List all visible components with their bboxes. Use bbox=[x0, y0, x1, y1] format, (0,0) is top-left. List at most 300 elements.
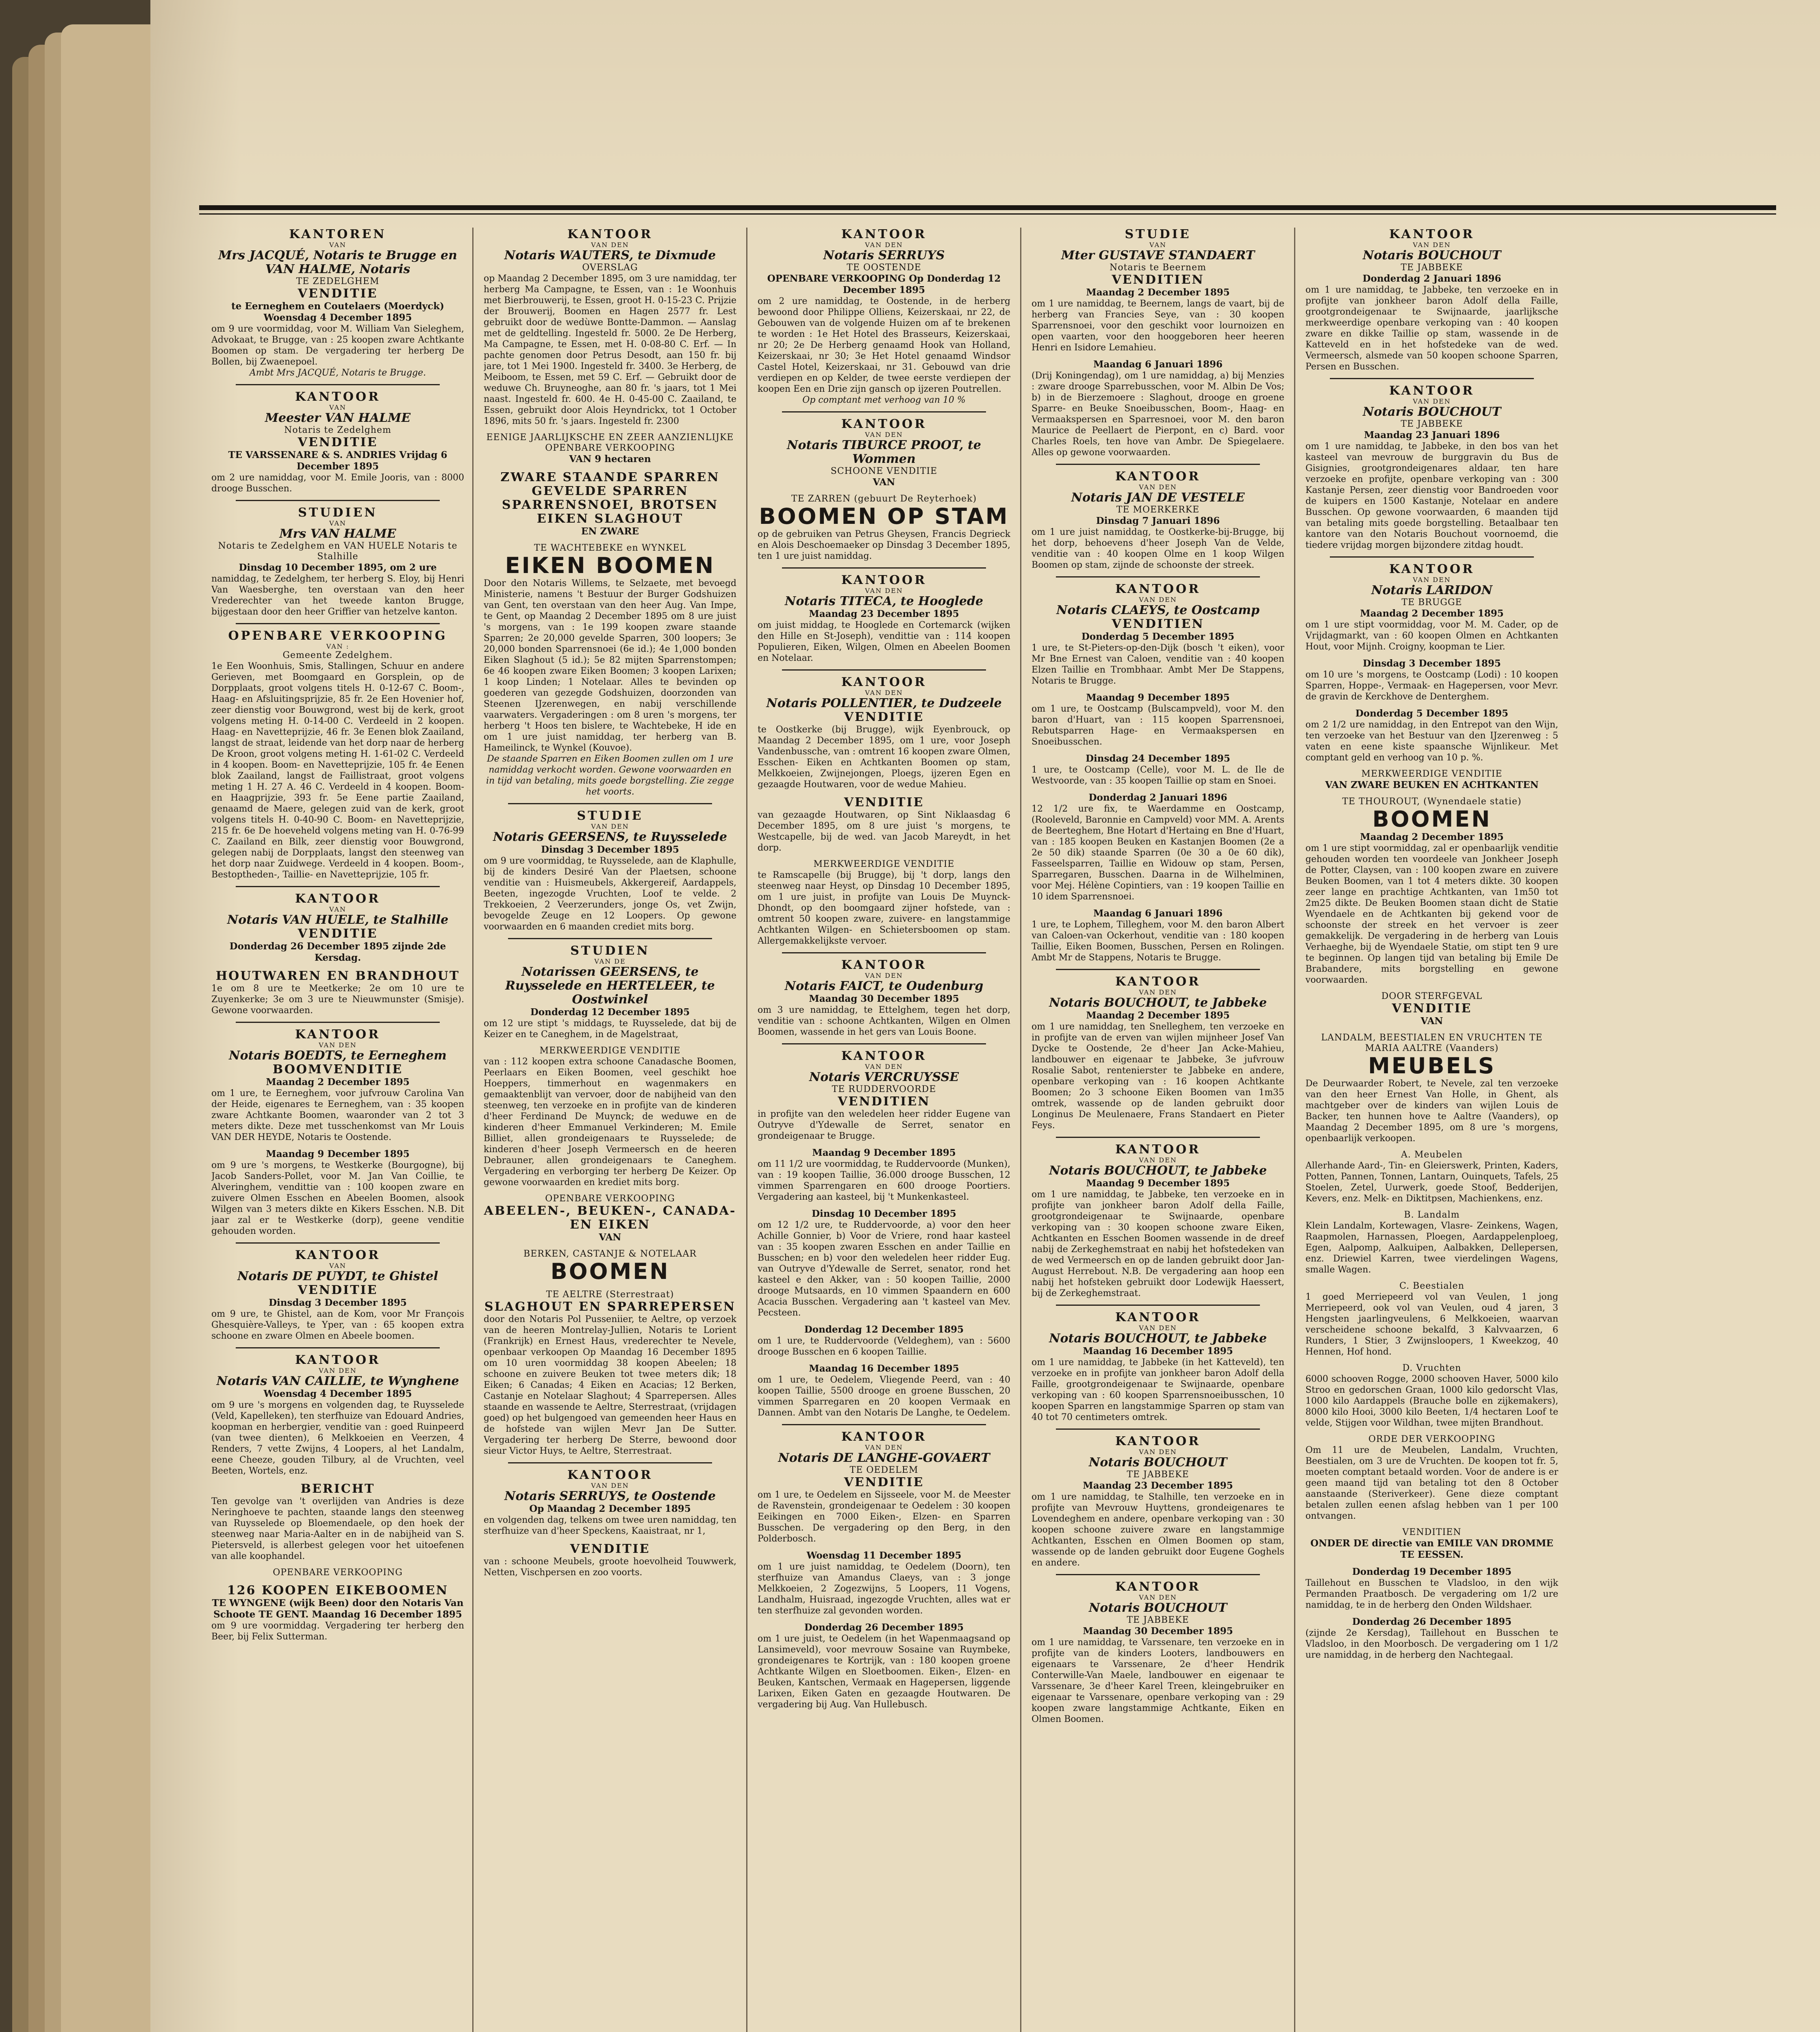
notice-date: VAN bbox=[873, 477, 895, 488]
notice-body: om 1 ure namiddag, ten Snelleghem, ten verzoeke en in profijte van de erven van wijlen mijnheer Josef Van Dycke te Oostende, 2e d'heer Jan Acke-Mahieu, landbouwer en eigenaar te Jabbeke, 3e jufvrouw Rosalie Sabot, rentenierster te Jabbeke en andere, openbare verkoping van : 16 koopen Achtkante Boomen; 2o 3 schoone Eiken Boomen van 1m35 omtrek, wassende op de landen gebruikt door Longinus De Meulenaere, Frans Standaert en Pieter Feys. bbox=[1032, 1022, 1284, 1131]
notice-body: om 9 ure voormiddag, te Ruysselede, aan de Klaphulle, bij de kinders Desiré Van der Plaetsen, schoone venditie van : Huismeubels, Akkergereif, Aardappels, Beeten, ingezogde Vruchten, Loof te velde. 2 Trekkoeien, 2 Veerzerunders, jonge Os, vet Zwijn, bevogelde Zeuge en 12 Loopers. Op gewone voorwaarden en 6 maanden crediet mits borg. bbox=[484, 856, 736, 932]
notice-closing: De staande Sparren en Eiken Boomen zullen om 1 ure namiddag verkocht worden. Gewone voorwaarden en in tijd van betaling, mits goede borgstelling. Zie zegge het voorts. bbox=[486, 754, 734, 797]
notice-date: Dinsdag 7 Januari 1896 bbox=[1096, 515, 1220, 526]
notice-van: VAN DEN bbox=[1139, 988, 1177, 996]
notice-body: van : 112 koopen extra schoone Canadasche Boomen, Peerlaars en Eiken Boomen, veel geschikt hoe Hoeppers, timmerhout en wagenmakers en gemaaktenblijt van vervoer, door de nabijheid van den steenweg, ten verzoeke en in profijte van de kinderen d'heer Ferdinand De Muynck; de weduwe en de kinderen d'heer Emmanuel Verkinderen; M. Emile Billiet, allen grondeigenaars te Ruysselede; de kinderen d'heer Joseph Vermeersch en de heeren Debrauner, allen grondeigenaars te Caneghem. Vergadering en verborging ter herberg De Keizer. Op gewone voorwaarden en krediet mits borg. bbox=[484, 1057, 736, 1188]
notice bbox=[1305, 1566, 1558, 1611]
column-2 bbox=[484, 228, 736, 2032]
notice bbox=[758, 1208, 1010, 1318]
notice-heading: KANTOOR bbox=[1115, 1310, 1201, 1324]
notice-heading: KANTOOR bbox=[841, 1430, 927, 1444]
notice-heading: STUDIE bbox=[577, 809, 643, 823]
notice-divider bbox=[1330, 378, 1534, 379]
notice-body: om 1 ure, te Oedelem, Vliegende Peerd, van : 40 koopen Taillie, 5500 drooge en groene Busschen, 20 vimmen Sparregaren en 20 koopen Vermaak en Dannen. Ambt van den Notaris De Langhe, te Oedelem. bbox=[758, 1375, 1010, 1418]
notice-body: om 12 1/2 ure, te Ruddervoorde, a) voor den heer Achille Gonnier, b) Voor de Vriere, rond haar kasteel van : 35 koopen zwaren Esschen en ander Taillie en Busschen; en b) voor den weledelen heer ridder Eug. van Outryve d'Ydewalle de Serret, senator, rond het kasteel e den Akker, van : 50 koopen Taillie, 2000 drooge Mutsaards, en 10 vimmen Spaandern en 600 Acacia Busschen. Vergadering aan 't kasteel van Mev. Pecsteen. bbox=[758, 1220, 1010, 1318]
notice bbox=[484, 228, 736, 427]
notice-title: HOUTWAREN EN BRANDHOUT bbox=[215, 969, 460, 983]
notice-subheading: ORDE DER VERKOOPING bbox=[1368, 1434, 1496, 1444]
notice-van: VAN DEN bbox=[1139, 1324, 1177, 1332]
notice bbox=[1305, 384, 1558, 551]
notice-title: MEUBELS bbox=[1368, 1053, 1496, 1079]
notice-heading: KANTOOR bbox=[841, 675, 927, 689]
notice-date: TE VARSSENARE & S. ANDRIES Vrijdag 6 December 1895 bbox=[228, 449, 447, 472]
notice-subheading: TE ZEDELGHEM bbox=[296, 276, 380, 287]
notice-divider bbox=[236, 886, 440, 887]
notice-subheading: EENIGE JAARLIJKSCHE EN ZEER AANZIENLIJKE OPENBARE VERKOOPING bbox=[486, 432, 734, 453]
notary-name: Notaris BOUCHOUT bbox=[1362, 405, 1501, 419]
notice bbox=[1032, 975, 1284, 1131]
notice-body: te Ramscapelle (bij Brugge), bij 't dorp, langs den steenweg naar Heyst, op Dinsdag 10 December 1895, om 1 ure juist, in profijte van Louis De Muynck-Dhondt, op den boomgaard zijner hofstede, van : omtrent 50 koopen zware, zuivere- en langstammige Achtkanten Wilgen- en Schietersboomen op stam. Allergemakkelijkste vervoer. bbox=[758, 870, 1010, 946]
notice-van: VAN DEN bbox=[591, 1482, 629, 1489]
notice-van: VAN DEN bbox=[1139, 1448, 1177, 1456]
notary-name: Notaris TIBURCE PROOT, te Wommen bbox=[787, 438, 981, 466]
notice-subheading: TE BRUGGE bbox=[1401, 597, 1462, 608]
notice-subheading: TE MOERKERKE bbox=[1116, 505, 1200, 515]
notice-date: Dinsdag 3 December 1895 bbox=[541, 844, 679, 855]
notice-subheading: TE RUDDERVOORDE bbox=[832, 1084, 936, 1094]
notice-subheading: TE JABBEKE bbox=[1127, 1615, 1189, 1625]
notice-van: VAN DEN bbox=[1139, 1156, 1177, 1164]
notice-van: VAN bbox=[329, 404, 347, 411]
notice bbox=[1305, 797, 1558, 986]
notice-date: ONDER DE directie van EMILE VAN DROMME TE EESSEN. bbox=[1310, 1538, 1553, 1560]
notice-date: Maandag 2 December 1895 bbox=[1360, 831, 1504, 842]
notice-body: om 1 ure namiddag, te Jabbeke, ten verzoeke en in profijte van jonkheer baron Adolf della Faille, grootgrondeigenaar te Swijnaarde, jaarlijksche merkweerdige openbare verkoping van : 40 koopen zware en dikke Taillie op stam, wassende in de Katteveld en in het hofstedeke van de wed. Vermeersch, alsmede van 50 koopen schoone Sparren, Persen en Busschen. bbox=[1305, 285, 1558, 372]
notice-body: Ten gevolge van 't overlijden van Andries is deze Neringhoeve te pachten, staande langs den steenweg van Ruysselede op Bloemendaele, op den hoek der steenweg naar Maria-Aalter en in de nabijheid van S. Pietersveld, is allerbest gelegen voor het uitoefenen van alle koophandel. bbox=[211, 1496, 464, 1561]
notice-body: om 9 ure 's morgens en volgenden dag, te Ruysselede (Veld, Kapelleken), ten sterfhuize van Edouard Andries, koopman en herbergier, venditie van : goed Ruinpeerd (van twee dienten), 6 Melkkoeien en Veerzen, 4 Renders, 7 vette Zwijns, 4 Loopers, al het Landalm, eene Cheeze, gouden Tilbury, al de Vruchten, veel Beeten, Wortels, enz. bbox=[211, 1400, 464, 1476]
notice bbox=[1305, 1033, 1558, 1144]
notice-van: VAN DEN bbox=[1139, 483, 1177, 491]
notice bbox=[1032, 582, 1284, 686]
notice-date: Maandag 30 December 1895 bbox=[809, 993, 959, 1004]
notice-date: Maandag 6 Januari 1896 bbox=[1093, 908, 1223, 919]
notice bbox=[211, 506, 464, 617]
notice bbox=[1032, 470, 1284, 571]
notice-subheading: SCHOONE VENDITIE bbox=[830, 466, 938, 476]
notary-name: Notaris BOUCHOUT bbox=[1088, 1601, 1227, 1615]
notice-divider bbox=[782, 567, 986, 569]
notice bbox=[1032, 792, 1284, 902]
notice-subheading: Notaris te Zedelghem bbox=[284, 425, 391, 435]
notice bbox=[1305, 1527, 1558, 1561]
notice-body: van : schoone Meubels, groote hoevolheid Touwwerk, Netten, Vischpersen en zoo voorts. bbox=[484, 1557, 736, 1578]
notice-heading: KANTOOR bbox=[1115, 1142, 1201, 1157]
notice bbox=[211, 892, 464, 964]
notice-date: Maandag 16 December 1895 bbox=[809, 1363, 959, 1374]
top-rule bbox=[199, 205, 1776, 210]
notice bbox=[758, 1622, 1010, 1710]
notary-name: Notaris BOEDTS, te Eerneghem bbox=[229, 1049, 447, 1063]
notice-divider bbox=[236, 1242, 440, 1244]
notary-name: Notaris LARIDON bbox=[1371, 583, 1493, 597]
notary-name: Meester VAN HALME bbox=[265, 411, 411, 425]
notice bbox=[1032, 692, 1284, 747]
notice-body: 6000 schooven Rogge, 2000 schooven Haver, 5000 kilo Stroo en gedorschen Graan, 1000 kilo gedorscht Vlas, 1000 kilo Aardappels (Brauche bolle en zijkemakers), 8000 kilo Hooi, 3000 kilo Beeten, 1/4 hectaren Loof te velde, Stijgen voor Wildhan, twee mijten Brandhout. bbox=[1305, 1374, 1558, 1428]
notice-divider bbox=[1056, 1574, 1260, 1575]
notice-divider bbox=[236, 384, 440, 385]
notice-divider bbox=[782, 1424, 986, 1425]
notice bbox=[1305, 1281, 1558, 1357]
notice-title: BOOMVENDITIE bbox=[272, 1062, 403, 1077]
notice-body: om 3 ure namiddag, te Ettelghem, tegen het dorp, venditie van : schoone Achtkanten, Wilgen en Olmen Boomen, wassende in het gers van Louis Boone. bbox=[758, 1005, 1010, 1037]
notice bbox=[1305, 228, 1558, 372]
notice bbox=[1032, 753, 1284, 786]
notice-date: Maandag 16 December 1895 bbox=[1083, 1346, 1233, 1357]
column-5 bbox=[1305, 228, 1558, 2032]
notice-van: VAN DEN bbox=[1413, 397, 1451, 405]
notary-name: Mrs VAN HALME bbox=[279, 527, 396, 541]
notice-title: VENDITIE bbox=[298, 1283, 378, 1297]
notice-divider bbox=[236, 623, 440, 624]
notice bbox=[1305, 708, 1558, 763]
notice-van: VAN bbox=[329, 905, 347, 913]
notice bbox=[211, 390, 464, 494]
notice-title: VENDITIE bbox=[844, 795, 924, 810]
notice bbox=[484, 543, 736, 797]
notice-body: om 12 ure stipt 's middags, te Ruysselede, dat bij de Keizer en te Caneghem, in de Magelstraat, bbox=[484, 1018, 736, 1040]
notice-body: namiddag, te Zedelghem, ter herberg S. Eloy, bij Henri Van Waesberghe, ten overstaan van den heer Vrederechter van het tweede kanton Brugge, bijgestaan door den heer Griffier van hetzelve kanton. bbox=[211, 574, 464, 617]
notary-name: Notaris BOUCHOUT, te Jabbeke bbox=[1049, 1331, 1267, 1346]
notice-body: om 1 ure, te Oedelem en Sijsseele, voor M. de Meester de Ravenstein, grondeigenaar te Oedelem : 30 koopen Eeikingen en 7000 Eiken-, Elzen- en Sparren Busschen. De vergadering op den Berg, in den Polderbosch. bbox=[758, 1490, 1010, 1544]
notice-van: VAN DEN bbox=[865, 1444, 903, 1451]
column-separator bbox=[472, 228, 473, 2032]
notice-divider bbox=[236, 1347, 440, 1348]
notice-van: VAN DEN bbox=[319, 1041, 357, 1049]
notice-date: Maandag 30 December 1895 bbox=[1083, 1626, 1233, 1637]
notice bbox=[758, 1324, 1010, 1357]
notice-heading: KANTOOR bbox=[841, 228, 927, 241]
notice-subheading: MERKWEERDIGE VENDITIE bbox=[813, 859, 955, 869]
notice-date: Donderdag 26 December 1895 bbox=[804, 1622, 964, 1633]
notice-date: VAN bbox=[599, 1232, 621, 1243]
notice-body: De Deurwaarder Robert, te Nevele, zal ten verzoeke van den heer Ernest Van Holle, in Ghent, als machtgeber over de kinders van wijlen Louis de Backer, ten hunnen hove te Aaltre (Vaanders), op Maandag 2 December 1895, om 8 ure 's morgens, openbaarlijk verkoopen. bbox=[1305, 1079, 1558, 1144]
notice-body: om 11 1/2 ure voormiddag, te Ruddervoorde (Munken), van : 19 koopen Taillie, 36.000 drooge Busschen, 12 vimmen Sparrengaren en 600 drooge Poortiers. Vergadering aan kasteel, bij 't Munkenkasteel. bbox=[758, 1159, 1010, 1202]
notice-body: Allerhande Aard-, Tin- en Gleierswerk, Printen, Kaders, Potten, Pannen, Tonnen, Lantarn, Ouinquets, Tafels, 25 Stoelen, Zetel, Uurwerk, goede Stoof, Bedderijen, Kevers, enz. Melk- en Diktitpsen, Machienkens, enz. bbox=[1305, 1161, 1558, 1204]
notice-body: Door den Notaris Willems, te Selzaete, met bevoegd Ministerie, namens 't Bestuur der Burger Godshuizen van Gent, ten overstaan van den heer Aug. Van Impe, te Gent, op Maandag 2 December 1895 om 8 ure juist 's morgens, van : 1e 199 koopen zware staande Sparren; 2e 20,000 gevelde Sparren, 300 loopers; 3e 20,000 bonden Sparrensnoei (6e id.); 4e 1,000 bonden Eiken Slaghout (5 id.); 5e 82 mijten Sparrenstompen; 6e 46 koopen zware Eiken Boomen; 3 koopen Larixen; 1 koop Linden; 1 Notelaar. Alles te bevinden op goederen van gezegde Godshuizen, doorzonden van Steenen IJzerenwegen, en nabij verschillende vaarwaters. Vergaderingen : om 8 uren 's morgens, ter herberg 't Hoos ten bislere, te Wachtebeke, H ide en om 1 ure juist namiddag, ter herberg van B. Hameilinck, te Wynkel (Kouvoe). bbox=[484, 578, 736, 753]
notice bbox=[1032, 228, 1284, 353]
notice-divider bbox=[508, 1462, 712, 1463]
notice-body: (Drij Koningendag), om 1 ure namiddag, a) bij Menzies : zware drooge Sparrebusschen, voor M. Albin De Vos; b) in de Bierzemoere : Slaghout, drooge en groene Sparre- en Beuke Snoeibusschen, Boom-, Haag- en Vermaakspersen en Sparresnoei, voor M. den baron Maurice de Peellaert de Pierpont, en c) Bard. voor Charles Roels, ten hove van Ambr. De Spiegelaere. Alles op gewone voorwaarden. bbox=[1032, 371, 1284, 458]
notice-van: VAN DEN bbox=[865, 972, 903, 979]
notice bbox=[484, 1468, 736, 1537]
notice-title: EIKEN BOOMEN bbox=[505, 553, 715, 578]
notice bbox=[1032, 1580, 1284, 1725]
notice bbox=[211, 1584, 464, 1642]
notice-title: BOOMEN OP STAM bbox=[759, 504, 1009, 529]
notice-van: VAN DEN bbox=[319, 1367, 357, 1374]
notice-date: Donderdag 5 December 1895 bbox=[1081, 631, 1235, 642]
notice bbox=[1305, 991, 1558, 1027]
notice bbox=[1305, 1434, 1558, 1522]
notice-heading: KANTOOR bbox=[567, 228, 653, 241]
notice-body: om 2 ure namiddag, voor M. Emile Jooris, van : 8000 drooge Busschen. bbox=[211, 473, 464, 494]
notice-heading: OPENBARE VERKOOPING bbox=[228, 629, 447, 643]
notice bbox=[484, 1046, 736, 1188]
notice-heading: KANTOOR bbox=[1389, 228, 1475, 241]
notice-subheading: OVERSLAG bbox=[582, 263, 638, 273]
notice-heading: STUDIE bbox=[1125, 228, 1191, 241]
notice bbox=[758, 1147, 1010, 1203]
notice-body: 1 goed Merriepeerd vol van Veulen, 1 jong Merriepeerd, ook vol van Veulen, oud 4 jaren, 3 Hengsten jaarlingveulens, 6 Melkkoeien, waarvan verscheidene schoone bekalfd, 3 Kalvvaarzen, 6 Runders, 1 Stier, 3 Zwijnsloopers, 1 Kweekzog, 40 Hennen, Hof hond. bbox=[1305, 1292, 1558, 1357]
notice-date: te Eerneghem en Coutelaers (Moerdyck) Woensdag 4 December 1895 bbox=[231, 301, 444, 323]
notice-date: Dinsdag 3 December 1895 bbox=[1363, 658, 1501, 669]
notice bbox=[758, 228, 1010, 406]
notice-subheading: B. Landalm bbox=[1404, 1210, 1460, 1220]
notice-body: om 1 ure, te Oostcamp (Bulscampveld), voor M. den baron d'Huart, van : 115 koopen Sparrensnoei, Rebutsparren Hage- en Vermaakspersen en Snoeibusschen. bbox=[1032, 704, 1284, 747]
notice-title: VENDITIEN bbox=[838, 1094, 930, 1109]
notice-van: VAN DEN bbox=[591, 823, 629, 830]
notice-heading: KANTOOR bbox=[567, 1468, 653, 1482]
notice-closing: Op comptant met verhoog van 10 % bbox=[802, 395, 966, 405]
notice-body: om 1 ure juist, te Oedelem (in het Wapenmaagsand op Lansimeveld), voor mevrouw Sosaine van Ruymbeke, grondeigenares te Kortrijk, van : 180 koopen groene Achtkante Wilgen en Sloetboomen. Eiken-, Elzen- en Beuken, Kantschen, Vermaak en Hagepersen, liggende Larixen, Eiken Gaten en gezaagde Houtwaren. De vergadering bij Aug. Van Hullebusch. bbox=[758, 1634, 1010, 1710]
column-4 bbox=[1032, 228, 1284, 2032]
notice-date: Maandag 9 December 1895 bbox=[1086, 1178, 1230, 1189]
notice-body: om 2 ure namiddag, te Oostende, in de herberg bewoond door Philippe Olliens, Keizerskaai, nr 22, de Gebouwen van de volgende Huizen om af te brekenen te worden : 1e Het Hotel des Brasseurs, Keizerskaai, nr 20; 2e De Herberg genaamd Hook van Holland, Keizerskaai, nr 30; 3e Het Hotel genaamd Windsor Castel Hotel, Keizerskaai, nr 31. Gebouwd van drie verdiepen en op Kelder, de twee eerste verdiepen der koopen Een en Drie zijn gansch op ijzeren Poutrellen. bbox=[758, 296, 1010, 394]
notice-date: Donderdag 2 Januari 1896 bbox=[1088, 792, 1227, 803]
column-3 bbox=[758, 228, 1010, 2032]
notary-name: Notaris DE LANGHE-GOVAERT bbox=[778, 1451, 990, 1465]
notary-name: Notaris CLAEYS, te Oostcamp bbox=[1056, 603, 1260, 617]
notice bbox=[484, 1249, 736, 1284]
notice-heading: KANTOOR bbox=[295, 892, 381, 906]
notice-van: VAN bbox=[329, 519, 347, 527]
notice bbox=[1305, 1616, 1558, 1661]
notice bbox=[211, 969, 464, 1016]
notice-subheading: TE AELTRE (Sterrestraat) bbox=[546, 1290, 674, 1300]
column-separator bbox=[1020, 228, 1021, 2032]
notice-heading: KANTOREN bbox=[289, 228, 387, 241]
notice-body: om 9 ure voormiddag, voor M. William Van Sieleghem, Advokaat, te Brugge, van : 25 koopen zware Achtkante Boomen op stam. De vergadering ter herberg De Bollen, bij Zwaenepoel. bbox=[211, 324, 464, 367]
notice-divider bbox=[236, 500, 440, 501]
notice-subheading: TE JABBEKE bbox=[1401, 263, 1463, 273]
notice-body: om 1 ure namiddag, te Jabbeke, in den bos van het kasteel van mevrouw de burggravin du Bus de Gisignies, grootgrondeigenares aldaar, ten hare verzoeke en profijte, openbare verkoping van : 300 Kastanje Persen, zeer dienstig voor Bandroeden voor de kuipers en 1500 Kastanje, Notelaar en andere Busschen. Op gewone voorwaarden, 6 maanden tijd van betaling mits goede borgstelling. Betaalbaar ten kantore van den Notaris Bouchout voornoemd, die tiedere vrijdag morgen bijzondere zitdag houdt. bbox=[1305, 441, 1558, 550]
notice-subheading: TE THOUROUT, (Wynendaele statie) bbox=[1342, 797, 1522, 807]
notice bbox=[1305, 1210, 1558, 1275]
column-1 bbox=[211, 228, 464, 2032]
notice-date: Maandag 9 December 1895 bbox=[266, 1148, 410, 1159]
notice-body: en volgenden dag, telkens om twee uren namiddag, ten sterfhuize van d'heer Speckens, Kaaistraat, nr 1, bbox=[484, 1515, 736, 1536]
notice-heading: KANTOOR bbox=[1389, 384, 1475, 398]
notice-body: om 1 ure namiddag, te Jabbeke, ten verzoeke en in profijte van jonkheer baron Adolf della Faille, grootgrondeigenaar te Swijnaarde, openbare verkoping van : 30 koopen schoone zware Eiken, Achtkanten en Esschen Boomen wassende in de dreef nabij de Zerkeghemstraat en nabij het hofstedeken van de wed Vermeersch en op de landen gebruikt door Jan-August Herrebout. N.B. De vergadering aan hoop een nabij het hofsteken gebruikt door Lodewijk Haessert, bij de Zerkeghemstraat. bbox=[1032, 1190, 1284, 1298]
column-separator bbox=[1294, 228, 1295, 2032]
notice-van: VAN bbox=[329, 241, 347, 249]
notice-date: Donderdag 2 Januari 1896 bbox=[1362, 273, 1501, 284]
notice-subheading: LANDALM, BEESTIALEN EN VRUCHTEN TE MARIA AALTRE (Vaanders) bbox=[1321, 1033, 1543, 1053]
notice-date: VAN 9 hectaren bbox=[569, 454, 651, 465]
notice bbox=[484, 471, 736, 537]
notice-subheading: TE OOSTENDE bbox=[847, 263, 921, 273]
notice-body: 1e om 8 ure te Meetkerke; 2e om 10 ure te Zuyenkerke; 3e om 3 ure te Nieuwmunster (Smisje). Gewone voorwaarden. bbox=[211, 983, 464, 1016]
notice-date: Dinsdag 10 December 1895, om 2 ure bbox=[239, 562, 437, 573]
notary-name: Notarissen GEERSENS, te Ruysselede en HERTELEER, te Oostwinkel bbox=[505, 965, 715, 1007]
notary-name: Notaris VAN HUELE, te Stalhille bbox=[227, 913, 449, 927]
notice-divider bbox=[782, 1043, 986, 1044]
notice-date: Dinsdag 10 December 1895 bbox=[812, 1208, 956, 1219]
notice-body: om 1 ure stipt voormiddag, voor M. M. Cader, op de Vrijdagmarkt, van : 60 koopen Olmen en Achtkanten Hout, voor Mijnh. Croigny, koopman te Lier. bbox=[1305, 620, 1558, 652]
notice-date: Donderdag 5 December 1895 bbox=[1355, 708, 1509, 719]
notice-date: EN ZWARE bbox=[581, 526, 639, 537]
notice-title: BOOMEN bbox=[550, 1259, 670, 1284]
notice bbox=[1032, 1143, 1284, 1299]
notice-subheading: A. Meubelen bbox=[1401, 1150, 1463, 1160]
notice bbox=[1032, 1435, 1284, 1568]
notice-van: VAN DEN bbox=[865, 587, 903, 595]
notice-body: om 1 ure, te Ruddervoorde (Veldeghem), van : 5600 drooge Busschen en 6 koopen Taillie. bbox=[758, 1336, 1010, 1357]
notice-subheading: VENDITIEN bbox=[1402, 1527, 1462, 1537]
notice-subheading: TE JABBEKE bbox=[1401, 419, 1463, 429]
notice bbox=[211, 1353, 464, 1476]
notice-date: Maandag 23 December 1895 bbox=[1083, 1480, 1233, 1491]
notice-heading: KANTOOR bbox=[841, 958, 927, 972]
notice-subheading: OPENBARE VERKOOPING bbox=[545, 1194, 675, 1204]
notice-van: VAN DEN bbox=[865, 689, 903, 697]
notice-subheading: Gemeente Zedelghem. bbox=[282, 650, 393, 660]
notice bbox=[1032, 908, 1284, 963]
notice-van: VAN DE bbox=[594, 957, 626, 965]
notice-date: Donderdag 26 December 1895 bbox=[1352, 1616, 1512, 1627]
notice bbox=[211, 1482, 464, 1562]
notice bbox=[484, 432, 736, 465]
notice-body: om 2 1/2 ure namiddag, in den Entrepot van den Wijn, ten verzoeke van het Bestuur van den IJzerenweg : 5 vaten en eene kiste spaansche Wijnlikeur. Met comptant geld en verhoog van 10 p. %. bbox=[1305, 720, 1558, 763]
notice-divider bbox=[1330, 556, 1534, 558]
notice-body: om 10 ure 's morgens, te Oostcamp (Lodi) : 10 koopen Sparren, Hoppe-, Vermaak- en Hagepersen, voor Mevr. de gravin de Kerckhove de Denterghem. bbox=[1305, 670, 1558, 702]
notice bbox=[1305, 1150, 1558, 1204]
notary-name: Notaris GEERSENS, te Ruysselede bbox=[493, 830, 727, 844]
notice bbox=[484, 944, 736, 1040]
notice-heading: KANTOOR bbox=[1115, 469, 1201, 484]
notary-name: Notaris VAN CAILLIE, te Wynghene bbox=[216, 1374, 459, 1388]
notice-body: om 1 ure stipt voormiddag, zal er openbaarlijk venditie gehouden worden ten voordeele van Jonkheer Joseph de Potter, Claysen, van : 100 koopen zware en zuivere Beuken Boomen, van 1 tot 4 meters dikte. 30 koopen zeer lange en prachtige Achtkanten, van 1m50 tot 2m25 dikte. De Beuken Boomen staan dicht de Statie Wyendaele en de Achtkanten bij gekend voor de schoonste der streek en het vervoer is zeer gemakkelijk. De vergadering in de herberg van Louis Verhaeghe, bij de Wyendaele Statie, om stipt ten 9 ure te beginnen. Op langen tijd van betaling bij Emile De Brabandere, mits borgstelling en gewone voorwaarden. bbox=[1305, 843, 1558, 985]
notice-date: Maandag 9 December 1895 bbox=[812, 1147, 956, 1158]
notice-divider bbox=[1056, 1137, 1260, 1138]
notice bbox=[1305, 769, 1558, 791]
notice-divider bbox=[782, 952, 986, 953]
notice-date: Donderdag 12 December 1895 bbox=[804, 1324, 964, 1335]
notice-heading: KANTOOR bbox=[1115, 975, 1201, 989]
notice-title: VENDITIE bbox=[570, 1542, 650, 1556]
notice-body: 1 ure, te Lophem, Tilleghem, voor M. den baron Albert van Caloen-van Ockerhout, venditie van : 180 koopen Taillie, Eiken Boomen, Busschen, Persen en Rolingen. Ambt Mr de Stappens, Notaris te Brugge. bbox=[1032, 920, 1284, 963]
notice-date: Maandag 6 Januari 1896 bbox=[1093, 359, 1223, 370]
notice bbox=[211, 1248, 464, 1342]
notice-subheading: Notaris te Zedelghem en VAN HUELE Notaris te Stalhille bbox=[218, 541, 458, 562]
notary-name: Notaris WAUTERS, te Dixmude bbox=[504, 248, 716, 263]
notice bbox=[758, 1550, 1010, 1616]
notice-divider bbox=[782, 669, 986, 671]
notice-date: Donderdag 19 December 1895 bbox=[1352, 1566, 1512, 1577]
notice-van: VAN DEN bbox=[865, 241, 903, 249]
notice-subheading: D. Vruchten bbox=[1402, 1363, 1462, 1373]
notice-date: Maandag 2 December 1895 bbox=[1086, 287, 1230, 298]
notice-title: VENDITIE bbox=[844, 1475, 924, 1489]
notice-title: VENDITIE bbox=[298, 287, 378, 301]
notice bbox=[758, 1363, 1010, 1418]
notice-title: VENDITIE bbox=[1392, 1001, 1472, 1016]
notice-van: VAN : bbox=[326, 643, 350, 650]
notice-body: te Oostkerke (bij Brugge), wijk Eyenbrouck, op Maandag 2 December 1895, om 1 ure, voor Joseph Vandenbussche, van : omtrent 16 koopen zware Olmen, Esschen- Eiken en Achtkanten Boomen op stam, Melkkoeien, Zwijnejongen, Ploegs, ijzeren Egen en gezaagde Houtwaren, voor de wedue Mahieu. bbox=[758, 725, 1010, 790]
notice bbox=[758, 796, 1010, 853]
notice-heading: KANTOOR bbox=[841, 573, 927, 587]
notice bbox=[1305, 658, 1558, 702]
notice-body: van gezaagde Houtwaren, op Sint Niklaasdag 6 December 1895, om 8 ure juist 's morgens, te Westcapelle, bij de wed. van Jacob Mareydt, in het dorp. bbox=[758, 810, 1010, 853]
notice-heading: STUDIEN bbox=[570, 944, 650, 958]
notice bbox=[484, 1542, 736, 1578]
notice-closing: Ambt Mrs JACQUÉ, Notaris te Brugge. bbox=[249, 368, 426, 378]
notice bbox=[758, 675, 1010, 790]
notice bbox=[211, 228, 464, 378]
notice-body: 1 ure, te St-Pieters-op-den-Dijk (bosch 't eiken), voor Mr Bne Ernest van Caloen, venditie van : 40 koopen Elzen Taillie en Trombhaar. Ambt Mer De Stappens, Notaris te Brugge. bbox=[1032, 643, 1284, 686]
notary-name: Mter GUSTAVE STANDAERT bbox=[1061, 248, 1255, 263]
notary-name: Notaris SERRUYS, te Oostende bbox=[504, 1489, 716, 1503]
notice-van: VAN bbox=[1149, 241, 1167, 249]
notice-van: VAN DEN bbox=[1413, 241, 1451, 249]
notice-body: op de gebruiken van Petrus Gheysen, Francis Degrieck en Alois Deschoemaeker op Dinsdag 3 December 1895, ten 1 ure juist namiddag. bbox=[758, 529, 1010, 561]
notice-heading: KANTOOR bbox=[1115, 582, 1201, 596]
notice-heading: KANTOOR bbox=[295, 1353, 381, 1367]
notary-name: Mrs JACQUÉ, Notaris te Brugge en VAN HALME, Notaris bbox=[218, 248, 457, 276]
notice-title: VENDITIE bbox=[298, 927, 378, 941]
notice-van: VAN DEN bbox=[1139, 596, 1177, 604]
notice-body: om juist middag, te Hooglede en Cortemarck (wijken den Hille en St-Joseph), vendittie van : 114 koopen Populieren, Eiken, Wilgen, Olmen en Abeelen Boomen en Notelaar. bbox=[758, 620, 1010, 663]
notice-date: Maandag 2 December 1895 bbox=[266, 1077, 410, 1088]
notice-date: VAN ZWARE BEUKEN EN ACHTKANTEN bbox=[1325, 779, 1539, 790]
notice-subheading: DOOR STERFGEVAL bbox=[1381, 991, 1483, 1001]
notary-name: Notaris DE PUYDT, te Ghistel bbox=[237, 1269, 439, 1283]
notice-heading: KANTOOR bbox=[295, 1027, 381, 1042]
notice-subheading: BERKEN, CASTANJE & NOTELAAR bbox=[523, 1249, 697, 1259]
notice-date: OPENBARE VERKOOPING Op Donderdag 12 December 1895 bbox=[767, 273, 1001, 295]
notice bbox=[1305, 562, 1558, 652]
notice-van: VAN DEN bbox=[591, 241, 629, 249]
notice-divider bbox=[1056, 1305, 1260, 1306]
notice-heading: KANTOOR bbox=[1115, 1434, 1201, 1448]
notice-subheading: C. Beestialen bbox=[1399, 1281, 1464, 1291]
notice-divider bbox=[508, 803, 712, 804]
notice-body: 12 1/2 ure fix, te Waerdamme en Oostcamp, (Rooleveld, Baronnie en Campveld) voor MM. A. Arents de Beerteghem, Bne Hotart d'Hertaing en Bne d'Huart, van : 185 koopen Beuken en Kastanjen Boomen (2e a 2e 50 dik) staande Sparren (0e 30 a 0e 60 dik), Fasseelsparren, Taillie en Widouw op stam, Persen, Sparregaren, Busschen. Daarna in de Wilhelminen, voor Mej. Hélène Copintiers, van : 19 koopen Taillie en 10 idem Sparrensnoei. bbox=[1032, 804, 1284, 902]
notary-name: Notaris FAICT, te Oudenburg bbox=[784, 979, 984, 993]
notice-date: Maandag 23 Januari 1896 bbox=[1364, 430, 1500, 441]
notice-subheading: TE JABBEKE bbox=[1127, 1470, 1189, 1480]
notice-van: VAN DEN bbox=[865, 431, 903, 439]
notary-name: Notaris JAN DE VESTELE bbox=[1071, 491, 1245, 505]
notice-body: om 1 ure namiddag, te Varssenare, ten verzoeke en in profijte van de kinders Looters, landbouwers en eigenaars te Varssenare, 2e d'heer Hendrik Conterwille-Van Maele, landbouwer en eigenaar te Varssenare, 3e d'heer Karel Treen, kleingebruiker en eigenaar te Varssenare, openbare verkoping van : 29 koopen zware langstammige Achtkante, Eiken en Olmen Boomen. bbox=[1032, 1637, 1284, 1724]
notice-date: TE WYNGENE (wijk Been) door den Notaris Van Schoote TE GENT. Maandag 16 December 1895 bbox=[212, 1598, 464, 1620]
notice-body: om 1 ure namiddag, te Beernem, langs de vaart, bij de herberg van Francies Seye, van : 30 koopen Sparrensnoei, voor den geschikt voor lournoizen en open vaarten, voor den hooggeboren heer heeren Henri en Isidore Lemahieu. bbox=[1032, 299, 1284, 353]
notice bbox=[758, 417, 1010, 488]
notice-date: Woensdag 11 December 1895 bbox=[806, 1550, 962, 1561]
notice-subheading: MERKWEERDIGE VENDITIE bbox=[1361, 769, 1503, 779]
notice-van: VAN bbox=[329, 1262, 347, 1270]
notice-body: om 9 ure, te Ghistel, aan de Kom, voor Mr François Ghesquière-Valleys, te Yper, van : 65 koopen extra schoone en zware Olmen en Abeele boomen. bbox=[211, 1309, 464, 1341]
notice-date: Woensdag 4 December 1895 bbox=[263, 1388, 412, 1399]
notice-van: VAN DEN bbox=[1413, 576, 1451, 584]
notice-title: SLAGHOUT EN SPARREPERSEN bbox=[484, 1300, 736, 1314]
notice-heading: KANTOOR bbox=[841, 1049, 927, 1063]
notice-subheading: MERKWEERDIGE VENDITIE bbox=[539, 1046, 681, 1056]
notice-date: Maandag 9 December 1895 bbox=[1086, 692, 1230, 703]
notice-divider bbox=[782, 411, 986, 412]
notice-date: Dinsdag 24 December 1895 bbox=[1086, 753, 1230, 764]
notice bbox=[1032, 1311, 1284, 1423]
notice bbox=[484, 1290, 736, 1457]
notary-name: Notaris POLLENTIER, te Dudzeele bbox=[766, 696, 1002, 710]
notice bbox=[758, 494, 1010, 562]
notice-date: Donderdag 26 December 1895 zijnde 2de Kersdag. bbox=[229, 941, 446, 963]
notice-body: om 9 ure voormiddag. Vergadering ter herberg den Beer, bij Felix Sutterman. bbox=[211, 1621, 464, 1642]
notice-body: 1 ure, te Oostcamp (Celle), voor M. L. de Ile de Westvoorde, van : 35 koopen Taillie op stam en Snoei. bbox=[1032, 765, 1284, 786]
notice-title: 126 KOOPEN EIKEBOOMEN bbox=[227, 1583, 449, 1598]
notice-body: Klein Landalm, Kortewagen, Vlasre- Zeinkens, Wagen, Raapmolen, Harnassen, Ploegen, Aardappelenploeg, Egen, Aalpomp, Aalkuipen, Aalbakken, Dellepersen, enz. Driewiel Karren, twee vierdelingen Wagens, smalle Wagen. bbox=[1305, 1221, 1558, 1275]
notice-subheading: OPENBARE VERKOOPING bbox=[273, 1567, 403, 1578]
